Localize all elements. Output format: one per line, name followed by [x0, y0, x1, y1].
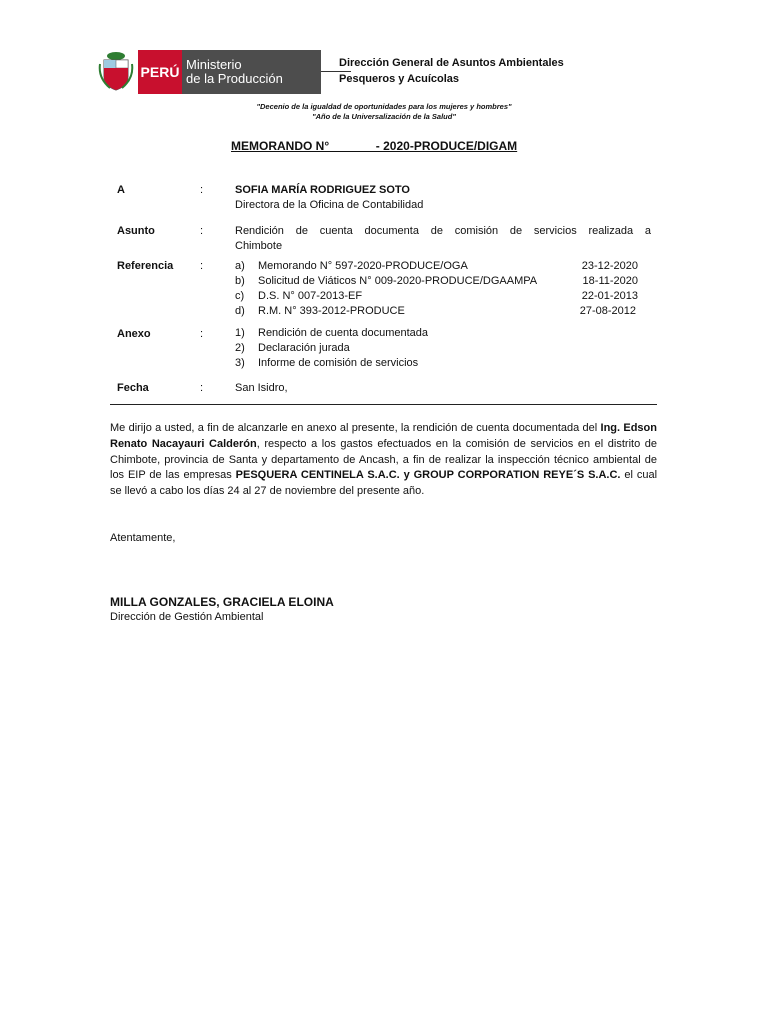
coat-of-arms-logo	[98, 50, 134, 92]
date-value: San Isidro,	[235, 382, 288, 394]
subject-line1: Rendición de cuenta documenta de comisión de servicios realizada a	[235, 225, 651, 237]
colon: :	[200, 184, 204, 196]
subject-label: Asunto	[117, 225, 155, 237]
reference-date: 27-08-2012	[579, 305, 636, 317]
decade-quote: "Decenio de la igualdad de oportunidades para los mujeres y hombres"	[256, 102, 512, 111]
engineer-name: Ing. Edson Renato Nacayauri Calderón	[110, 422, 657, 450]
ministry-logo-box	[182, 50, 321, 94]
direction-line2: Pesqueros y Acuícolas	[339, 73, 460, 85]
reference-letter: a)	[235, 260, 245, 272]
direction-line1: Dirección General de Asuntos Ambientales	[339, 57, 564, 69]
body-text-3: el cual se llevó a cabo los días 24 al 27 de noviembre del presente año.	[110, 469, 658, 498]
ministry-line1: Ministerio	[186, 57, 242, 72]
colon: :	[200, 260, 204, 272]
reference-text: D.S. N° 007-2013-EF	[258, 290, 363, 302]
annex-number: 3)	[235, 357, 245, 369]
reference-text: Solicitud de Viáticos N° 009-2020-PRODUCE/DGAAMPA	[258, 275, 538, 287]
ministry-line2: de la Producción	[186, 71, 283, 86]
peru-logo-box	[138, 50, 182, 94]
body-text-1: Me dirijo a usted, a fin de alcanzarle en anexo al presente, la rendición de cuenta documentada del	[110, 422, 601, 434]
annex-label: Anexo	[117, 328, 151, 340]
country-label: PERÚ	[140, 64, 180, 80]
body-paragraph	[110, 421, 657, 500]
reference-date: 22-01-2013	[581, 290, 638, 302]
annex-text: Rendición de cuenta documentada	[258, 327, 429, 339]
date-label: Fecha	[117, 382, 149, 394]
closing-greeting: Atentamente,	[110, 532, 176, 544]
subject-line2: Chimbote	[235, 240, 283, 252]
header-divider	[110, 404, 657, 405]
signer-name: MILLA GONZALES, GRACIELA ELOINA	[110, 595, 334, 609]
company-names: PESQUERA CENTINELA S.A.C. y GROUP CORPORATION REYE´S S.A.C.	[235, 469, 621, 482]
reference-letter: c)	[235, 290, 245, 302]
recipient-position: Directora de la Oficina de Contabilidad	[235, 199, 424, 211]
reference-letter: d)	[235, 305, 245, 317]
annex-text: Informe de comisión de servicios	[258, 357, 419, 369]
reference-date: 18-11-2020	[582, 275, 638, 287]
annex-text: Declaración jurada	[258, 342, 350, 354]
reference-label: Referencia	[117, 260, 174, 272]
reference-text: R.M. N° 393-2012-PRODUCE	[258, 305, 405, 317]
body-text-2: , respecto a los gastos efectuados en la comisión de servicios en el distrito de Chimbote, provincia de Santa y departamento de Ancash, a fin de realizar la inspección técnico ambiental de los EIP de las empresas	[110, 437, 657, 482]
year-quote: "Año de la Universalización de la Salud"	[312, 112, 456, 121]
memo-title: MEMORANDO N° - 2020-PRODUCE/DIGAM	[231, 139, 518, 153]
direction-title	[339, 55, 564, 87]
annex-number: 1)	[235, 327, 245, 339]
annex-number: 2)	[235, 342, 245, 354]
reference-letter: b)	[235, 275, 245, 287]
colon: :	[200, 328, 204, 340]
colon: :	[200, 382, 204, 394]
reference-text: Memorando N° 597-2020-PRODUCE/OGA	[258, 260, 468, 272]
to-label: A	[117, 184, 125, 196]
colon: :	[200, 225, 204, 237]
reference-date: 23-12-2020	[581, 260, 638, 272]
recipient-name: SOFIA MARÍA RODRIGUEZ SOTO	[235, 184, 410, 196]
signer-department: Dirección de Gestión Ambiental	[110, 611, 264, 623]
